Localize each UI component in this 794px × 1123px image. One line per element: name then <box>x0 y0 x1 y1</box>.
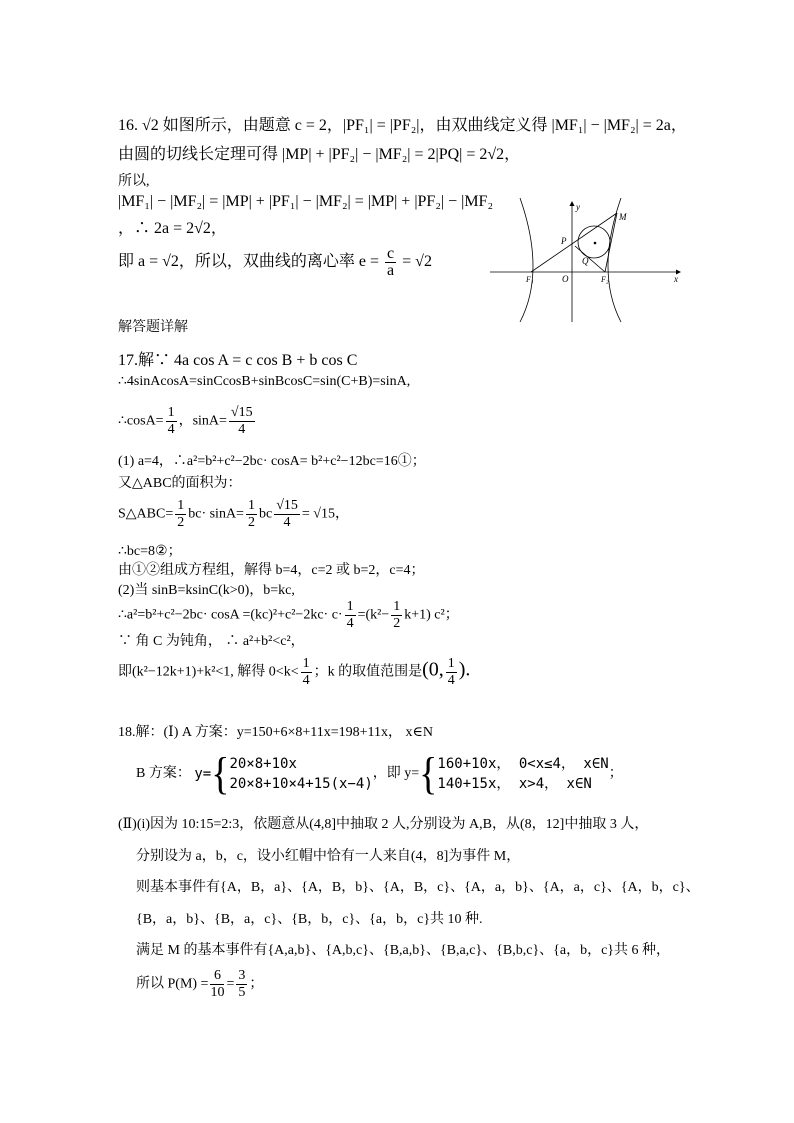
fraction-3-over-5: $\frac{3}{5}$ <box>238 968 246 1000</box>
fraction-one-half: $\frac{1}{2}$ <box>247 498 255 530</box>
p18-line-4: 分别设为 a，b，c，设小红帽中恰有一人来自(4，8]为事件 M， <box>136 849 521 864</box>
label-F1: F₁ <box>526 275 534 284</box>
p17-line-8: 由①②组成方程组，解得 b=4，c=2 或 b=2，c=4； <box>118 563 425 578</box>
fraction-c-over-a: $\frac{c}{a}$ <box>387 245 395 279</box>
p16-line-4: |MF₁| − |MF₂| = |MP| + |PF₁| − |MF₂| = |MP| + |PF₂| − |MF₂ <box>118 193 494 210</box>
p16-eccentricity-value: = √2 <box>402 253 432 271</box>
brace-icon: { <box>211 748 230 799</box>
p18-line-3: (Ⅱ)(i)因为 10:15=2:3，依题意从(4,8]中抽取 2 人,分别设为 A,B，从(8，12]中抽取 3 人， <box>118 817 649 832</box>
p18-line-7: 满足 M 的基本事件有{A,a,b}、{A,b,c}、{B,a,b}、{B,a,c}、{B,b,c}、{a，b，c}共 6 种， <box>136 943 671 958</box>
p18-line-5: 则基本事件有{A，B，a}、{A，B，b}、{A，B，c}、{A，a，b}、{A，a，c}、{A，b，c}、 <box>136 880 700 895</box>
fraction-sqrt15-over-4: $\frac{√15}{4}$ <box>230 405 253 437</box>
piecewise-1: 20×8+10x 20×8+10×4+15(x−4) <box>229 755 373 792</box>
label-O: O <box>562 274 569 284</box>
p16-eccentricity-text: 即 a = √2，所以，双曲线的离心率 e = <box>118 253 380 271</box>
p17-line-4: (1) a=4，∴a²=b²+c²−2bc· cosA= b²+c²−12bc=16①； <box>118 454 426 469</box>
p17-line-11: ∵ 角 C 为钝角， ∴ a²+b²<c²， <box>118 634 305 649</box>
p17-line-12: 即(k²−12k+1)+k²<1, 解得 0<k< $\frac{1}{4}$ ；k 的取值范围是(0, $\frac{1}{4}$ ). <box>118 656 471 688</box>
label-Q: Q <box>582 256 589 266</box>
line-P-F2 <box>575 246 605 272</box>
fraction-one-half: $\frac{1}{2}$ <box>393 599 401 631</box>
p17-line-7: ∴bc=8②； <box>118 544 182 559</box>
label-x: x <box>674 274 678 284</box>
line-F1-M <box>531 213 617 272</box>
fraction-6-over-10: $\frac{6}{10}$ <box>210 968 225 1000</box>
fraction-one-half: $\frac{1}{2}$ <box>177 498 185 530</box>
fraction-one-quarter: $\frac{1}{4}$ <box>346 599 354 631</box>
p17-line-1: 17.解∵ 4a cos A = c cos B + b cos C <box>118 352 358 369</box>
p16-line-5: ，∴ 2a = 2√2， <box>118 220 227 237</box>
p17-line-5: 又△ABC的面积为： <box>118 476 242 491</box>
p17-line-10: ∴a²=b²+c²−2bc· cosA =(kc)²+c²−2kc· c· $\frac{1}{4}$ =(k²− $\frac{1}{2}$ k+1) c²； <box>118 599 459 631</box>
hyperbola-figure <box>484 198 684 323</box>
p18-line-8: 所以 P(M) = $\frac{6}{10}$ = $\frac{3}{5}$ ； <box>136 968 264 1000</box>
label-y: y <box>576 202 580 212</box>
p18-line-2: B 方案： y={ 20×8+10x 20×8+10×4+15(x−4) ，即 y={ 160+10x， 0<x≤4， x∈N 140+15x， x>4， x∈N ； <box>136 748 623 799</box>
p17-line-6: S△ABC= $\frac{1}{2}$ bc· sinA= $\frac{1}{2}$ bc $\frac{√15}{4}$ = √15， <box>118 498 349 530</box>
y-axis-arrow <box>570 201 575 206</box>
fraction-one-quarter: $\frac{1}{4}$ <box>167 405 175 437</box>
p16-line-3: 所以, <box>118 174 150 189</box>
piecewise-2: 160+10x， 0<x≤4， x∈N 140+15x， x>4， x∈N <box>437 755 609 792</box>
circle-center <box>594 242 597 245</box>
p17-line-3: ∴cosA= $\frac{1}{4}$ ，sinA= $\frac{√15}{4}$ <box>118 405 253 437</box>
fraction-one-quarter: $\frac{1}{4}$ <box>302 656 310 688</box>
p17-line-9: (2)当 sinB=ksinC(k>0)，b=kc, <box>118 583 295 598</box>
p18-line-1: 18.解：(Ⅰ) A 方案：y=150+6×8+11x=198+11x， x∈N <box>118 725 433 740</box>
p16-line-6 <box>118 246 432 279</box>
brace-icon: { <box>419 748 438 799</box>
section-title: 解答题详解 <box>118 319 188 335</box>
p16-line-2: 由圆的切线长定理可得 |MP| + |PF₂| − |MF₂| = 2|PQ| = 2√2， <box>118 146 521 163</box>
line-F2-M <box>605 213 617 272</box>
p16-line-1: 16. √2 如图所示，由题意 c = 2，|PF₁| = |PF₂|，由双曲线定义得 |MF₁| − |MF₂| = 2a， <box>118 117 687 134</box>
hyperbola-left-branch <box>520 198 533 322</box>
label-M: M <box>619 212 627 222</box>
fraction-one-quarter: $\frac{1}{4}$ <box>447 656 455 688</box>
fraction-sqrt15-over-4: $\frac{√15}{4}$ <box>276 498 298 530</box>
label-P: P <box>561 236 567 246</box>
p17-line-2: ∴4sinAcosA=sinCcosB+sinBcosC=sin(C+B)=sinA, <box>118 374 411 389</box>
label-F2: F₂ <box>601 275 609 284</box>
p18-line-6: {B，a，b}、{B，a，c}、{B，b，c}、{a，b，c}共 10 种. <box>136 912 483 927</box>
